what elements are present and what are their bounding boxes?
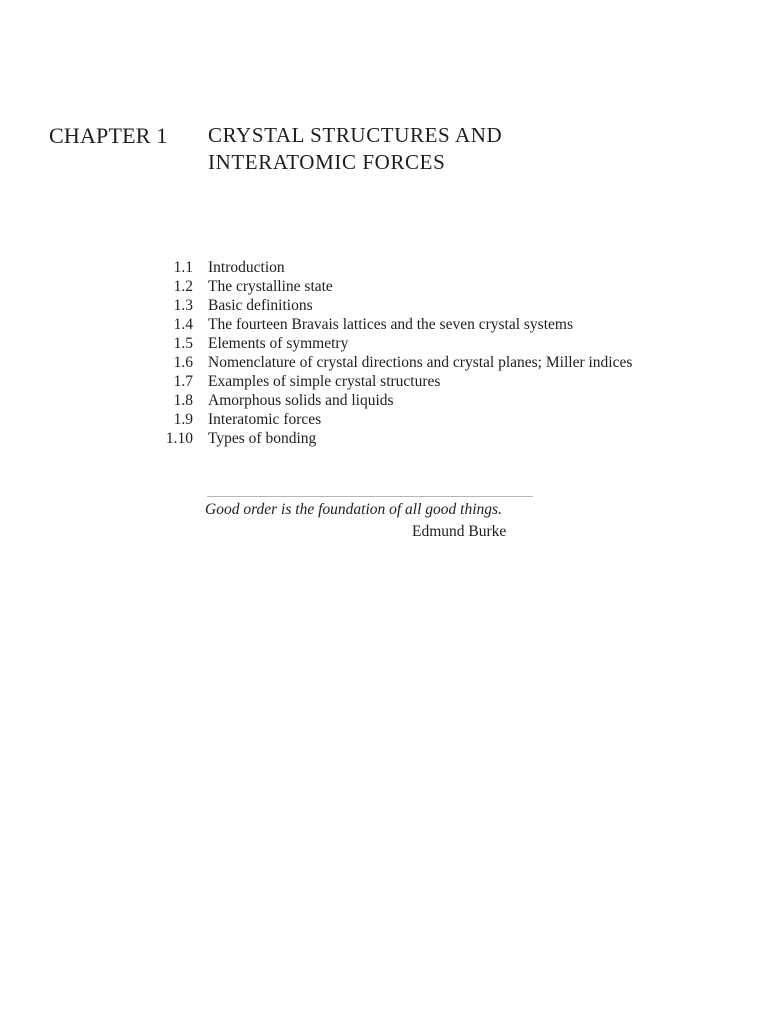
toc-entry: [140, 298, 660, 314]
toc-entry-title: Elements of symmetry: [208, 335, 349, 352]
table-of-contents: [140, 260, 660, 450]
chapter-label: CHAPTER 1: [49, 123, 168, 148]
toc-entry: [140, 317, 660, 333]
toc-entry-title: Types of bonding: [208, 430, 317, 447]
toc-entry-number: 1.4: [173, 316, 193, 333]
toc-entry-number: 1.3: [173, 297, 193, 314]
toc-entry-title: The fourteen Bravais lattices and the seven crystal systems: [208, 316, 573, 333]
epigraph-divider: [207, 496, 533, 497]
toc-entry-number: 1.2: [173, 278, 193, 295]
epigraph-quote: Good order is the foundation of all good things.: [205, 501, 502, 518]
toc-entry-title: Basic definitions: [208, 297, 313, 314]
epigraph-author: Edmund Burke: [412, 523, 507, 540]
toc-entry: [140, 279, 660, 295]
toc-entry-number: 1.10: [165, 430, 193, 447]
toc-entry-number: 1.6: [173, 354, 193, 371]
toc-entry-number: 1.9: [173, 411, 193, 428]
chapter-title: [208, 122, 628, 176]
toc-entry-number: 1.7: [173, 373, 193, 390]
toc-entry: [140, 412, 660, 428]
toc-entry: [140, 336, 660, 352]
toc-entry-title: Introduction: [208, 259, 285, 276]
toc-entry: [140, 374, 660, 390]
toc-entry-title: Examples of simple crystal structures: [208, 373, 441, 390]
chapter-title-line-2: INTERATOMIC FORCES: [208, 150, 446, 174]
toc-entry-number: 1.5: [173, 335, 193, 352]
toc-entry: [140, 260, 660, 276]
toc-entry-title: The crystalline state: [208, 278, 333, 295]
toc-entry: [140, 431, 660, 447]
toc-entry: [140, 393, 660, 409]
toc-entry-title: Amorphous solids and liquids: [208, 392, 394, 409]
toc-entry: [140, 355, 660, 371]
toc-entry-number: 1.1: [173, 259, 193, 276]
toc-entry-title: Interatomic forces: [208, 411, 322, 428]
toc-entry-number: 1.8: [173, 392, 193, 409]
toc-entry-title: Nomenclature of crystal directions and crystal planes; Miller indices: [208, 354, 633, 371]
chapter-title-line-1: CRYSTAL STRUCTURES AND: [208, 123, 503, 147]
